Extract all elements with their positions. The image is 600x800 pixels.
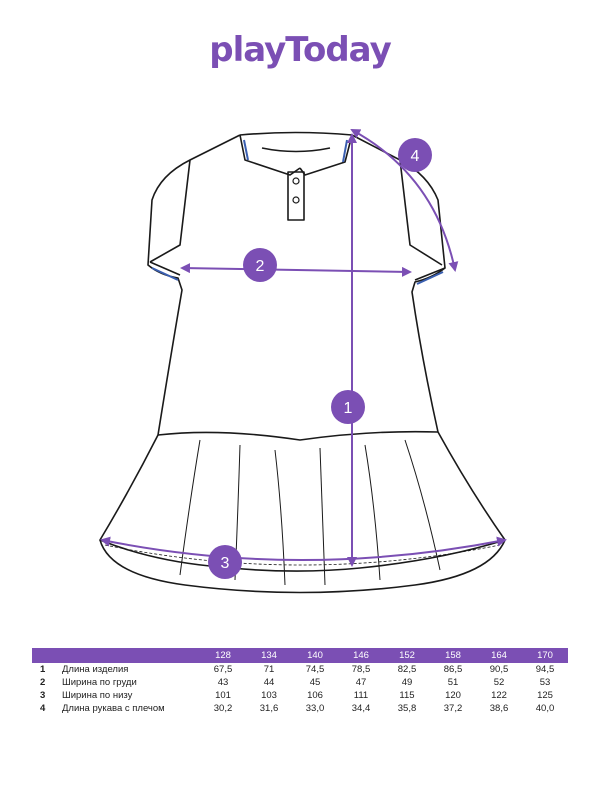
table-cell: 86,5 bbox=[443, 664, 463, 675]
table-cell: 106 bbox=[307, 690, 323, 701]
table-cell: 101 bbox=[215, 690, 231, 701]
size-header: 158 bbox=[430, 648, 476, 663]
row-label: Длина рукава с плечом bbox=[62, 703, 165, 714]
marker-3-label: 3 bbox=[220, 555, 230, 572]
table-cell: 45 bbox=[309, 677, 321, 688]
table-cell: 47 bbox=[355, 677, 367, 688]
row-label: Ширина по низу bbox=[62, 690, 133, 701]
marker-4 bbox=[398, 138, 432, 172]
placket-buttons bbox=[293, 178, 299, 203]
table-cell: 120 bbox=[445, 690, 461, 701]
marker-2-label: 2 bbox=[255, 258, 265, 275]
table-row bbox=[32, 689, 568, 702]
table-cell: 103 bbox=[261, 690, 277, 701]
table-row bbox=[32, 663, 568, 676]
table-row bbox=[32, 702, 568, 715]
size-header: 128 bbox=[200, 648, 246, 663]
table-cell: 71 bbox=[263, 664, 275, 675]
size-header: 152 bbox=[384, 648, 430, 663]
table-cell: 37,2 bbox=[443, 703, 463, 714]
table-cell: 78,5 bbox=[351, 664, 371, 675]
row-number: 3 bbox=[40, 690, 46, 701]
table-cell: 43 bbox=[217, 677, 229, 688]
table-cell: 52 bbox=[493, 677, 505, 688]
marker-1 bbox=[331, 390, 365, 424]
table-cell: 53 bbox=[539, 677, 551, 688]
size-header: 170 bbox=[522, 648, 568, 663]
table-cell: 34,4 bbox=[351, 703, 371, 714]
table-row bbox=[32, 676, 568, 689]
hem-width-line bbox=[102, 540, 505, 560]
size-header: 146 bbox=[338, 648, 384, 663]
size-chart-table bbox=[32, 648, 568, 715]
table-cell: 40,0 bbox=[535, 703, 555, 714]
row-number: 1 bbox=[40, 664, 46, 675]
marker-3 bbox=[208, 545, 242, 579]
table-cell: 125 bbox=[537, 690, 553, 701]
marker-1-label: 1 bbox=[343, 400, 353, 417]
table-cell: 44 bbox=[263, 677, 275, 688]
table-cell: 74,5 bbox=[305, 664, 325, 675]
table-cell: 111 bbox=[353, 690, 369, 701]
marker-2 bbox=[243, 248, 277, 282]
brand-logo: playToday bbox=[209, 30, 391, 70]
row-number: 2 bbox=[40, 677, 46, 688]
row-number: 4 bbox=[40, 703, 46, 714]
dress-outline bbox=[100, 133, 505, 593]
row-label: Длина изделия bbox=[62, 664, 129, 675]
marker-4-label: 4 bbox=[410, 148, 420, 165]
table-cell: 38,6 bbox=[489, 703, 509, 714]
table-cell: 35,8 bbox=[397, 703, 417, 714]
size-header: 164 bbox=[476, 648, 522, 663]
size-header: 140 bbox=[292, 648, 338, 663]
table-cell: 115 bbox=[399, 690, 415, 701]
table-cell: 82,5 bbox=[397, 664, 417, 675]
table-cell: 122 bbox=[491, 690, 507, 701]
chest-width-line bbox=[182, 268, 410, 272]
table-cell: 30,2 bbox=[213, 703, 233, 714]
table-cell: 51 bbox=[447, 677, 459, 688]
table-cell: 67,5 bbox=[213, 664, 233, 675]
table-cell: 33,0 bbox=[305, 703, 325, 714]
size-header-row bbox=[32, 648, 568, 663]
table-cell: 31,6 bbox=[259, 703, 279, 714]
table-cell: 94,5 bbox=[535, 664, 555, 675]
table-cell: 90,5 bbox=[489, 664, 509, 675]
row-label: Ширина по груди bbox=[62, 677, 137, 688]
size-header: 134 bbox=[246, 648, 292, 663]
table-cell: 49 bbox=[401, 677, 413, 688]
